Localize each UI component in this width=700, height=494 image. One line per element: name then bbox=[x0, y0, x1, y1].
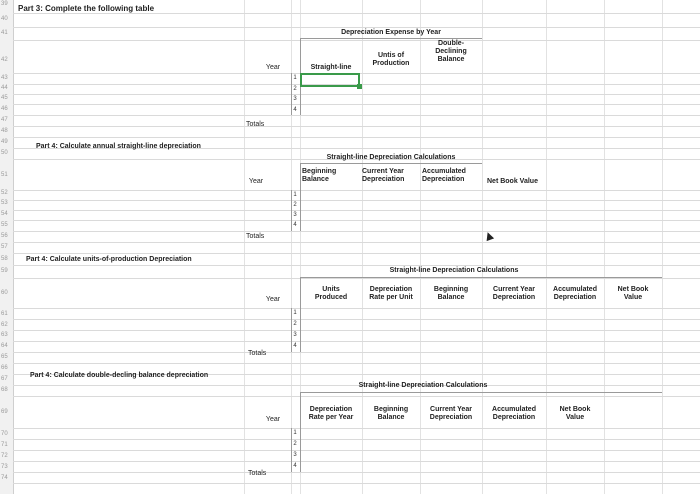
row-number[interactable]: 74 bbox=[1, 475, 8, 481]
section1-year-1: 1 bbox=[293, 75, 297, 81]
grid-row-line bbox=[13, 396, 700, 397]
section1-double-declining-header: Double- Declining Balance bbox=[435, 40, 467, 63]
grid-column-line bbox=[662, 0, 663, 494]
section3-current-year-header: Current Year Depreciation bbox=[492, 286, 536, 301]
section2-totals-label: Totals bbox=[246, 233, 265, 240]
grid-row-line bbox=[13, 210, 700, 211]
row-number[interactable]: 66 bbox=[1, 365, 8, 371]
row-number[interactable]: 68 bbox=[1, 387, 8, 393]
table-border bbox=[291, 428, 292, 472]
table-border bbox=[300, 392, 662, 393]
section1-straight-line-header: Straight-line bbox=[310, 64, 352, 71]
grid-row-line bbox=[13, 363, 700, 364]
row-number[interactable]: 46 bbox=[1, 106, 8, 112]
grid-row-line bbox=[13, 13, 700, 14]
grid-row-line bbox=[13, 278, 700, 279]
row-number[interactable]: 50 bbox=[1, 150, 8, 156]
row-number[interactable]: 48 bbox=[1, 128, 8, 134]
section2-caption: Straight-line Depreciation Calculations bbox=[326, 154, 456, 161]
row-number[interactable]: 56 bbox=[1, 233, 8, 239]
row-number[interactable]: 39 bbox=[1, 1, 8, 7]
row-number[interactable]: 53 bbox=[1, 200, 8, 206]
section3-units-produced-header: Units Produced bbox=[314, 286, 348, 301]
section3-year-3: 3 bbox=[293, 332, 297, 338]
row-number[interactable]: 49 bbox=[1, 139, 8, 145]
row-number[interactable]: 55 bbox=[1, 222, 8, 228]
section3-net-book-value-header: Net Book Value bbox=[617, 286, 649, 301]
section4-year-header: Year bbox=[265, 416, 281, 423]
grid-row-line bbox=[13, 483, 700, 484]
section2-current-year-header: Current Year Depreciation bbox=[362, 168, 405, 183]
section3-year-2: 2 bbox=[293, 321, 297, 327]
grid-row-line bbox=[13, 253, 700, 254]
section1-units-header: Untis of Production bbox=[372, 52, 410, 67]
grid-row-line bbox=[13, 94, 700, 95]
section2-year-header: Year bbox=[248, 178, 264, 185]
selected-cell[interactable] bbox=[300, 73, 360, 87]
fill-handle[interactable] bbox=[357, 84, 362, 89]
table-border bbox=[291, 308, 292, 352]
row-number[interactable]: 65 bbox=[1, 354, 8, 360]
section4-caption: Straight-line Depreciation Calculations bbox=[358, 382, 488, 389]
grid-row-line bbox=[13, 190, 700, 191]
section4-net-book-value-header: Net Book Value bbox=[559, 406, 591, 421]
section3-rate-per-unit-header: Depreciation Rate per Unit bbox=[369, 286, 413, 301]
row-number[interactable]: 51 bbox=[1, 172, 8, 178]
section3-year-4: 4 bbox=[293, 343, 297, 349]
section2-accumulated-header: Accumulated Depreciation bbox=[422, 168, 466, 183]
section2-year-2: 2 bbox=[293, 202, 297, 208]
section3-year-header: Year bbox=[265, 296, 281, 303]
row-number[interactable]: 43 bbox=[1, 75, 8, 81]
row-number[interactable]: 73 bbox=[1, 464, 8, 470]
section3-caption: Straight-line Depreciation Calculations bbox=[389, 267, 519, 274]
table-border bbox=[291, 190, 292, 231]
grid-row-line bbox=[13, 308, 700, 309]
row-number[interactable]: 70 bbox=[1, 431, 8, 437]
grid-row-line bbox=[13, 319, 700, 320]
section1-year-4: 4 bbox=[293, 107, 297, 113]
section1-caption: Depreciation Expense by Year bbox=[341, 29, 441, 36]
row-number[interactable]: 45 bbox=[1, 95, 8, 101]
grid-row-line bbox=[13, 200, 700, 201]
section2-year-4: 4 bbox=[293, 222, 297, 228]
row-number[interactable]: 47 bbox=[1, 117, 8, 123]
section2-year-1: 1 bbox=[293, 192, 297, 198]
section3-totals-label: Totals bbox=[248, 350, 267, 357]
section1-year-header: Year bbox=[265, 64, 281, 71]
row-number[interactable]: 52 bbox=[1, 190, 8, 196]
grid-row-line bbox=[13, 341, 700, 342]
row-number[interactable]: 60 bbox=[1, 290, 8, 296]
grid-row-line bbox=[13, 104, 700, 105]
section4-part-label: Part 4: Calculate double-decling balance depreciation bbox=[30, 372, 209, 379]
table-border bbox=[300, 163, 301, 231]
section3-beginning-balance-header: Beginning Balance bbox=[433, 286, 469, 301]
section4-current-year-header: Current Year Depreciation bbox=[429, 406, 473, 421]
section3-part-label: Part 4: Calculate units-of-production Depreciation bbox=[26, 256, 192, 263]
row-number[interactable]: 63 bbox=[1, 332, 8, 338]
section1-totals-label: Totals bbox=[246, 121, 265, 128]
row-header-strip[interactable] bbox=[0, 0, 14, 494]
grid-row-line bbox=[13, 461, 700, 462]
section2-beginning-balance-header: Beginning Balance bbox=[302, 168, 337, 183]
section4-accumulated-header: Accumulated Depreciation bbox=[492, 406, 536, 421]
grid-row-line bbox=[13, 137, 700, 138]
table-border bbox=[300, 277, 301, 352]
section2-part-label: Part 4: Calculate annual straight-line depreciation bbox=[36, 143, 201, 150]
grid-row-line bbox=[13, 242, 700, 243]
row-number[interactable]: 61 bbox=[1, 311, 8, 317]
grid-row-line bbox=[13, 126, 700, 127]
grid-row-line bbox=[13, 220, 700, 221]
section1-year-2: 2 bbox=[293, 86, 297, 92]
row-number[interactable]: 57 bbox=[1, 244, 8, 250]
grid-row-line bbox=[13, 428, 700, 429]
grid-row-line bbox=[13, 330, 700, 331]
section3-accumulated-header: Accumulated Depreciation bbox=[553, 286, 597, 301]
row-number[interactable]: 69 bbox=[1, 409, 8, 415]
row-number[interactable]: 44 bbox=[1, 85, 8, 91]
grid-row-line bbox=[13, 27, 700, 28]
table-border bbox=[300, 277, 662, 278]
row-number[interactable]: 40 bbox=[1, 16, 8, 22]
grid-column-line bbox=[244, 0, 245, 494]
section2-year-3: 3 bbox=[293, 212, 297, 218]
grid-row-line bbox=[13, 439, 700, 440]
grid-row-line bbox=[13, 265, 700, 266]
section2-net-book-value-header: Net Book Value bbox=[487, 178, 538, 185]
mouse-pointer-icon bbox=[484, 231, 494, 241]
grid-row-line bbox=[13, 231, 700, 232]
grid-row-line bbox=[13, 352, 700, 353]
row-number[interactable]: 64 bbox=[1, 343, 8, 349]
section4-year-4: 4 bbox=[293, 463, 297, 469]
section4-beginning-balance-header: Beginning Balance bbox=[373, 406, 409, 421]
table-border bbox=[300, 163, 482, 164]
row-number[interactable]: 62 bbox=[1, 322, 8, 328]
table-border bbox=[300, 392, 301, 472]
row-number[interactable]: 41 bbox=[1, 30, 8, 36]
section4-year-2: 2 bbox=[293, 441, 297, 447]
row-number[interactable]: 58 bbox=[1, 256, 8, 262]
section1-year-3: 3 bbox=[293, 96, 297, 102]
table-border bbox=[300, 38, 482, 39]
grid-column-line bbox=[604, 0, 605, 494]
grid-row-line bbox=[13, 115, 700, 116]
section3-year-1: 1 bbox=[293, 310, 297, 316]
section4-year-1: 1 bbox=[293, 430, 297, 436]
table-border bbox=[291, 73, 292, 115]
grid-row-line bbox=[13, 450, 700, 451]
section4-year-3: 3 bbox=[293, 452, 297, 458]
row-number[interactable]: 67 bbox=[1, 376, 8, 382]
row-number[interactable]: 71 bbox=[1, 442, 8, 448]
row-number[interactable]: 59 bbox=[1, 268, 8, 274]
row-number[interactable]: 72 bbox=[1, 453, 8, 459]
grid-row-line bbox=[13, 40, 700, 41]
grid-row-line bbox=[13, 472, 700, 473]
row-number[interactable]: 42 bbox=[1, 57, 8, 63]
section4-totals-label: Totals bbox=[248, 470, 267, 477]
row-number[interactable]: 54 bbox=[1, 211, 8, 217]
page-title: Part 3: Complete the following table bbox=[18, 4, 155, 13]
section4-rate-per-year-header: Depreciation Rate per Year bbox=[308, 406, 354, 421]
